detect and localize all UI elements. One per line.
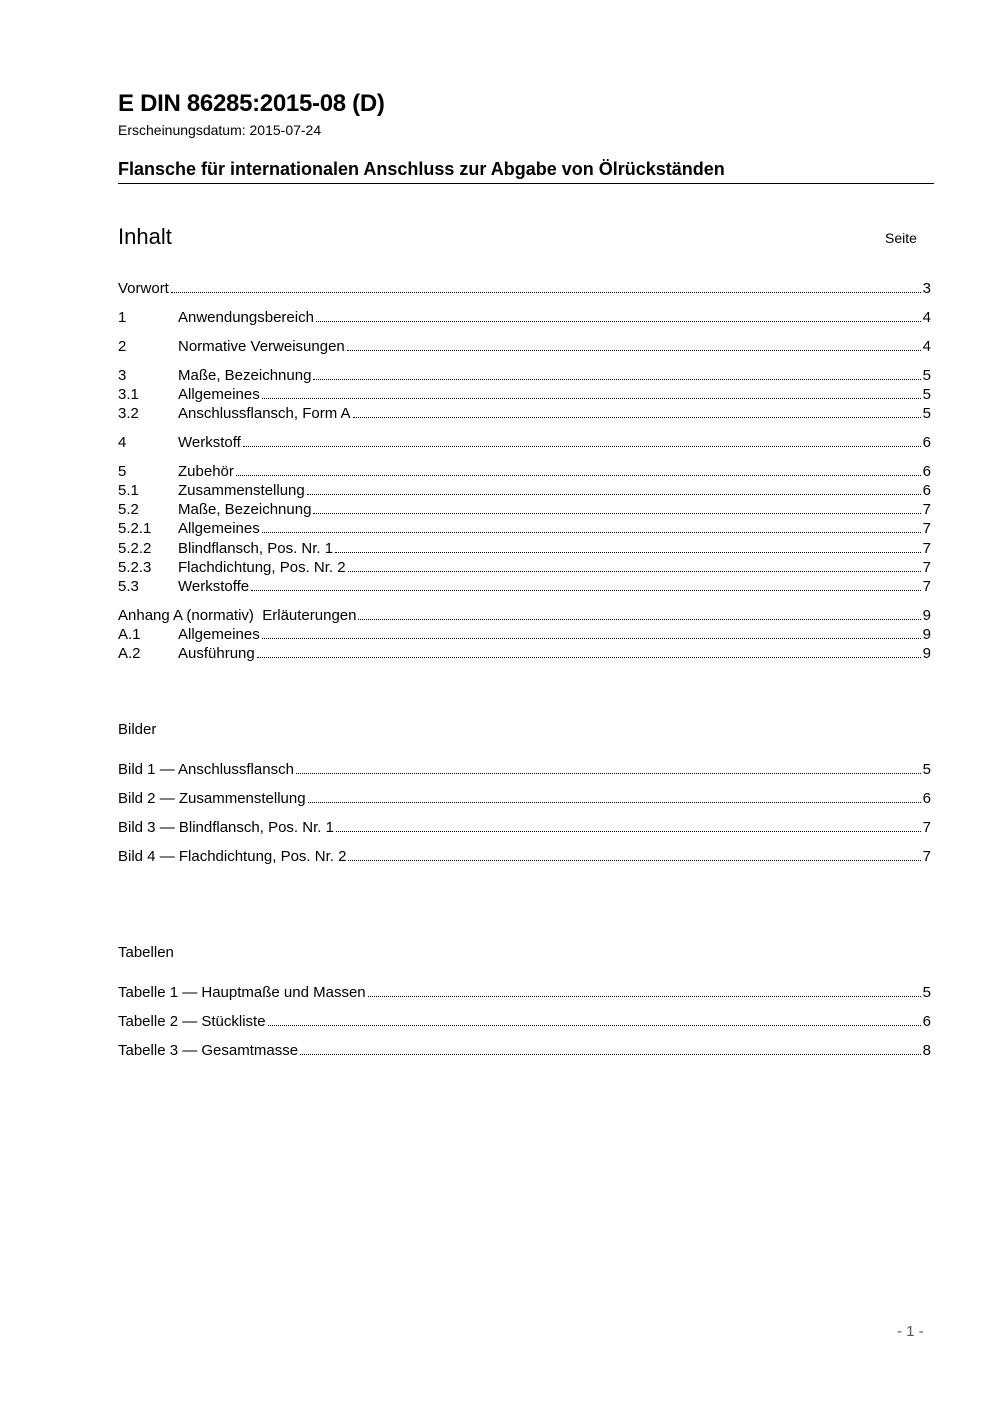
toc-entry-number: 2 xyxy=(118,338,127,355)
toc-entry-label: Anschlussflansch, Form A xyxy=(178,405,351,422)
toc-entry-page: 4 xyxy=(922,309,931,326)
dot-leader xyxy=(358,619,920,620)
toc-entry-page: 5 xyxy=(922,405,931,422)
toc-entry[interactable] xyxy=(118,558,931,577)
dot-leader xyxy=(353,417,921,418)
table-entry-label: Tabelle 2 — Stückliste xyxy=(118,1013,266,1030)
figure-entry-page: 6 xyxy=(922,790,931,807)
toc-entry-number: A.1 xyxy=(118,626,141,643)
toc-entry-number: A.2 xyxy=(118,645,141,662)
figure-entry-page: 7 xyxy=(922,819,931,836)
dot-leader xyxy=(257,657,921,658)
toc-entry-number: 5 xyxy=(118,463,127,480)
toc-entry-label: Maße, Bezeichnung xyxy=(178,367,312,384)
figure-entry-label: Bild 3 — Blindflansch, Pos. Nr. 1 xyxy=(118,819,334,836)
toc-entry[interactable] xyxy=(118,500,931,519)
table-entry-page: 8 xyxy=(922,1042,931,1059)
figure-entry-page: 5 xyxy=(922,761,931,778)
toc-entry[interactable] xyxy=(118,308,931,327)
toc-entry-label: Anwendungsbereich xyxy=(178,309,314,326)
toc-entry-page: 9 xyxy=(922,626,931,643)
toc-entry-page: 9 xyxy=(922,645,931,662)
dot-leader xyxy=(307,494,921,495)
table-entry-label: Tabelle 1 — Hauptmaße und Massen xyxy=(118,984,366,1001)
dot-leader xyxy=(262,638,921,639)
dot-leader xyxy=(347,350,921,351)
table-entry[interactable] xyxy=(118,1012,931,1031)
toc-entry-number: 1 xyxy=(118,309,127,326)
dot-leader xyxy=(171,292,921,293)
toc-entry-label: Blindflansch, Pos. Nr. 1 xyxy=(178,540,334,557)
page-column-label: Seite xyxy=(885,230,917,246)
toc-entry-number: 5.2 xyxy=(118,501,139,518)
toc-entry[interactable] xyxy=(118,644,931,663)
toc-entry-label: Maße, Bezeichnung xyxy=(178,501,312,518)
toc-entry-page: 4 xyxy=(922,338,931,355)
table-entry[interactable] xyxy=(118,983,931,1002)
toc-entry-page: 6 xyxy=(922,463,931,480)
toc-entry[interactable] xyxy=(118,385,931,404)
dot-leader xyxy=(336,831,921,832)
toc-entry-page: 7 xyxy=(922,578,931,595)
dot-leader xyxy=(236,475,921,476)
toc-entry[interactable] xyxy=(118,606,931,625)
toc-entry[interactable] xyxy=(118,539,931,558)
toc-entry-number: 5.1 xyxy=(118,482,139,499)
document-id: E DIN 86285:2015-08 (D) xyxy=(118,90,385,117)
toc-heading: Inhalt xyxy=(118,224,172,249)
table-entry-page: 5 xyxy=(922,984,931,1001)
toc-entry-page: 6 xyxy=(922,482,931,499)
dot-leader xyxy=(348,571,921,572)
toc-entry[interactable] xyxy=(118,519,931,538)
toc-entry[interactable] xyxy=(118,481,931,500)
toc-entry-page: 7 xyxy=(922,559,931,576)
toc-entry-label: Flachdichtung, Pos. Nr. 2 xyxy=(178,559,346,576)
dot-leader xyxy=(296,773,921,774)
title-divider xyxy=(118,183,934,184)
tables-heading: Tabellen xyxy=(118,944,174,961)
dot-leader xyxy=(308,802,921,803)
table-entry-page: 6 xyxy=(922,1013,931,1030)
toc-entry[interactable] xyxy=(118,279,931,298)
toc-entry-label: Werkstoff xyxy=(178,434,241,451)
toc-entry-label: Allgemeines xyxy=(178,626,260,643)
toc-entry-number: 3.1 xyxy=(118,386,139,403)
toc-entry[interactable] xyxy=(118,462,931,481)
dot-leader xyxy=(313,513,920,514)
dot-leader xyxy=(335,552,921,553)
toc-entry[interactable] xyxy=(118,577,931,596)
dot-leader xyxy=(262,532,921,533)
figure-entry-label: Bild 4 — Flachdichtung, Pos. Nr. 2 xyxy=(118,848,347,865)
page-number: - 1 - xyxy=(897,1323,924,1340)
toc-entry[interactable] xyxy=(118,366,931,385)
dot-leader xyxy=(348,860,920,861)
toc-entry[interactable] xyxy=(118,337,931,356)
dot-leader xyxy=(313,379,920,380)
dot-leader xyxy=(262,398,921,399)
table-entry-label: Tabelle 3 — Gesamtmasse xyxy=(118,1042,299,1059)
toc-entry-label: Zusammenstellung xyxy=(178,482,305,499)
toc-entry-label: Allgemeines xyxy=(178,520,260,537)
toc-entry-page: 7 xyxy=(922,501,931,518)
figure-entry-label: Bild 1 — Anschlussflansch xyxy=(118,761,294,778)
toc-entry-page: 9 xyxy=(922,607,931,624)
figure-entry-page: 7 xyxy=(922,848,931,865)
dot-leader xyxy=(251,590,921,591)
toc-entry-number: 5.2.1 xyxy=(118,520,152,537)
toc-entry-label: Zubehör xyxy=(178,463,234,480)
toc-entry-page: 6 xyxy=(922,434,931,451)
figure-entry-label: Bild 2 — Zusammenstellung xyxy=(118,790,306,807)
toc-entry-label: Ausführung xyxy=(178,645,255,662)
toc-entry-label: Vorwort xyxy=(118,280,169,297)
figure-entry[interactable] xyxy=(118,760,931,779)
dot-leader xyxy=(300,1054,921,1055)
toc-entry-label: Anhang A (normativ) Erläuterungen xyxy=(118,607,357,624)
dot-leader xyxy=(316,321,921,322)
dot-leader xyxy=(368,996,921,997)
dot-leader xyxy=(268,1025,921,1026)
toc-entry-number: 5.3 xyxy=(118,578,139,595)
toc-entry-number: 5.2.2 xyxy=(118,540,152,557)
toc-entry-number: 4 xyxy=(118,434,127,451)
toc-entry-page: 3 xyxy=(922,280,931,297)
toc-entry[interactable] xyxy=(118,625,931,644)
dot-leader xyxy=(243,446,921,447)
toc-entry-number: 3 xyxy=(118,367,127,384)
toc-entry-page: 5 xyxy=(922,367,931,384)
toc-entry-page: 7 xyxy=(922,520,931,537)
publication-date: Erscheinungsdatum: 2015-07-24 xyxy=(118,122,322,138)
toc-entry-label: Allgemeines xyxy=(178,386,260,403)
toc-entry-page: 7 xyxy=(922,540,931,557)
figure-entry[interactable] xyxy=(118,789,931,808)
toc-entry-number: 3.2 xyxy=(118,405,139,422)
toc-entry[interactable] xyxy=(118,404,931,423)
toc-entry-page: 5 xyxy=(922,386,931,403)
figure-entry[interactable] xyxy=(118,818,931,837)
toc-entry-number: 5.2.3 xyxy=(118,559,152,576)
table-entry[interactable] xyxy=(118,1041,931,1060)
toc-entry-label: Werkstoffe xyxy=(178,578,250,595)
toc-entry-label: Normative Verweisungen xyxy=(178,338,345,355)
figure-entry[interactable] xyxy=(118,847,931,866)
figures-heading: Bilder xyxy=(118,721,157,738)
toc-entry[interactable] xyxy=(118,433,931,452)
document-title: Flansche für internationalen Anschluss zur Abgabe von Ölrückständen xyxy=(118,159,725,179)
